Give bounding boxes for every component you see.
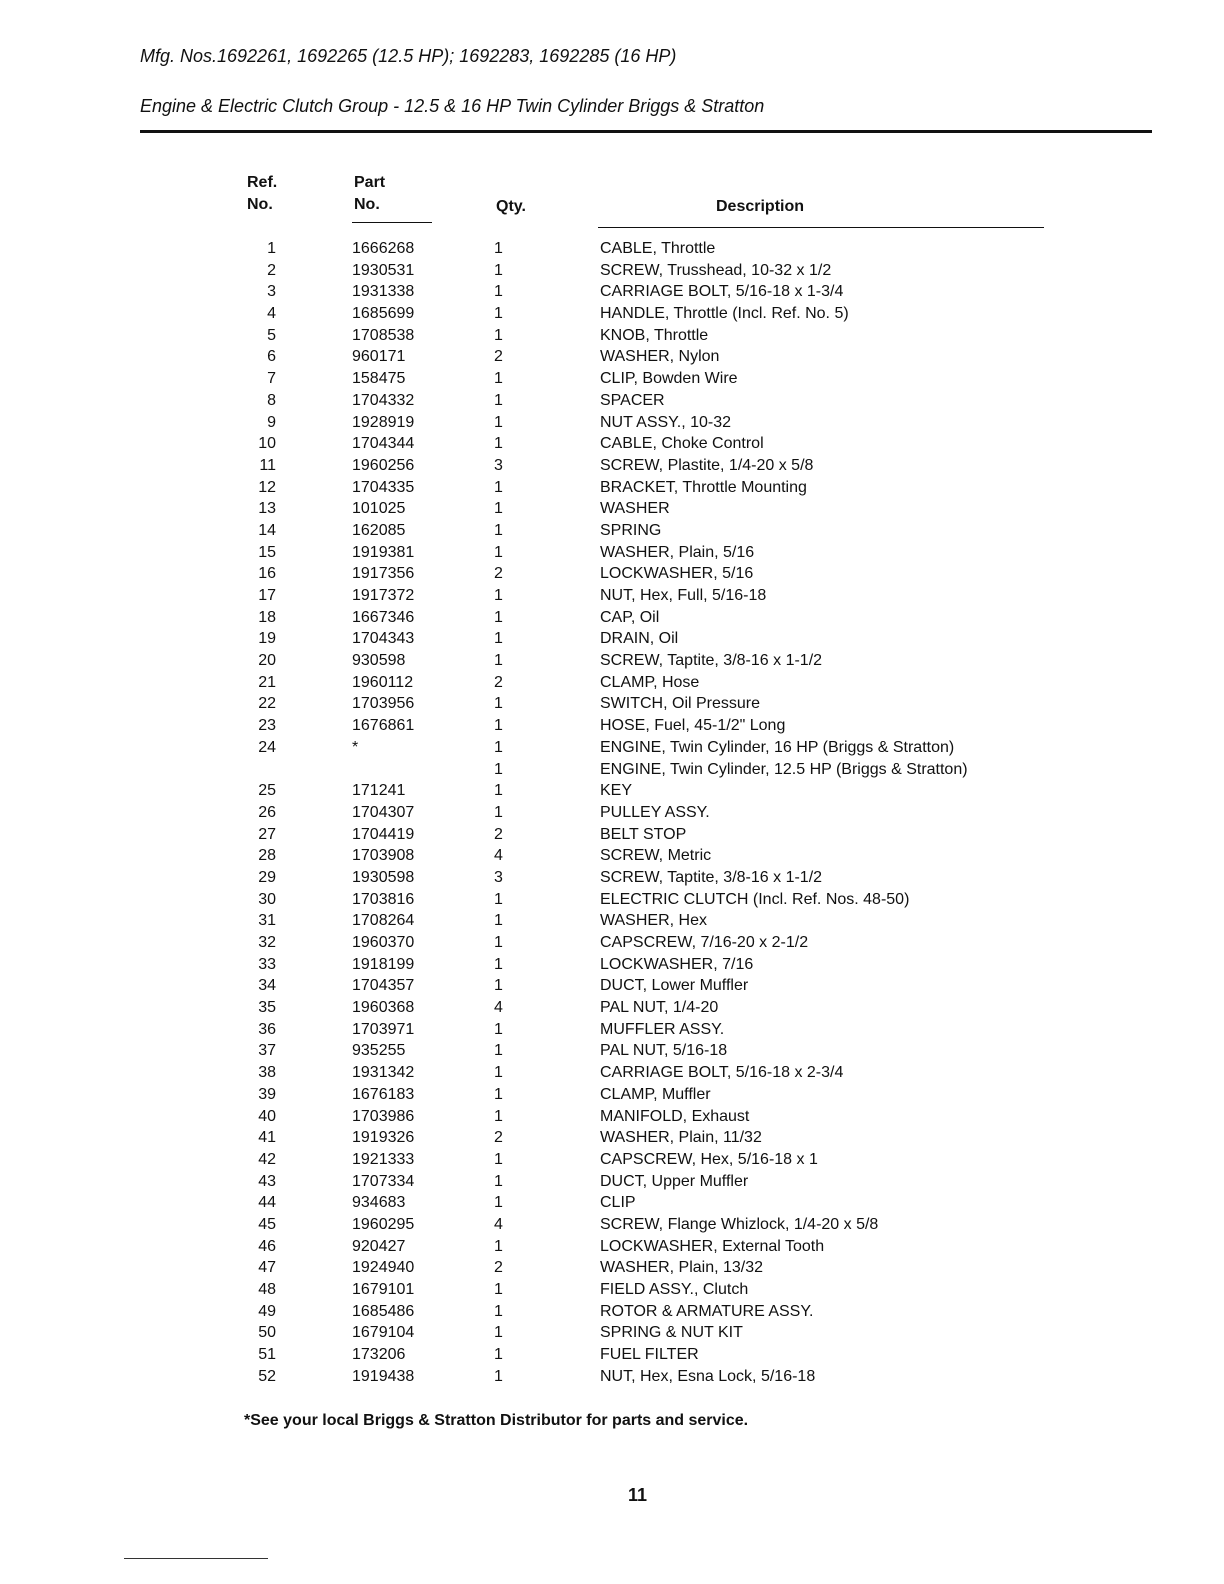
table-row (0, 585, 1224, 607)
qty-cell: 1 (494, 1172, 503, 1190)
description-cell: ENGINE, Twin Cylinder, 16 HP (Briggs & Stratton) (600, 738, 955, 756)
description-cell: WASHER, Plain, 13/32 (600, 1259, 764, 1277)
qty-cell: 1 (494, 1042, 503, 1060)
description-cell: SCREW, Flange Whizlock, 1/4-20 x 5/8 (600, 1215, 879, 1233)
part-number-cell: 1685699 (352, 305, 415, 323)
ref-cell: 50 (258, 1324, 276, 1342)
ref-cell: 2 (267, 261, 276, 279)
part-number-cell: 1703971 (352, 1020, 415, 1038)
qty-cell: 1 (494, 521, 503, 539)
qty-cell: 1 (494, 370, 503, 388)
description-cell: SCREW, Plastite, 1/4-20 x 5/8 (600, 456, 814, 474)
mfg-numbers-line: Mfg. Nos.1692261, 1692265 (12.5 HP); 1692283, 1692285 (16 HP) (140, 46, 677, 66)
description-cell: WASHER, Nylon (600, 348, 720, 366)
table-row (0, 368, 1224, 390)
ref-cell: 16 (258, 565, 276, 583)
part-number-cell: 1928919 (352, 413, 415, 431)
qty-cell: 3 (494, 456, 503, 474)
table-row (0, 1062, 1224, 1084)
part-number-cell: 173206 (352, 1346, 406, 1364)
part-number-cell: 930598 (352, 652, 406, 670)
qty-cell: 1 (494, 717, 503, 735)
ref-cell: 6 (267, 348, 276, 366)
qty-cell: 2 (494, 673, 503, 691)
description-cell: MUFFLER ASSY. (600, 1020, 725, 1038)
description-cell: BELT STOP (600, 825, 687, 843)
qty-cell: 1 (494, 413, 503, 431)
qty-cell: 1 (494, 1150, 503, 1168)
ref-cell: 3 (267, 283, 276, 301)
part-number-cell: 1707334 (352, 1172, 415, 1190)
qty-cell: 1 (494, 1020, 503, 1038)
ref-cell: 25 (258, 782, 276, 800)
ref-cell: 37 (258, 1042, 276, 1060)
ref-cell: 10 (258, 435, 276, 453)
part-number-cell: 1960370 (352, 934, 415, 951)
ref-cell: 20 (258, 652, 276, 670)
qty-cell: 1 (494, 1346, 503, 1364)
ref-cell: 18 (258, 608, 276, 626)
description-cell: LOCKWASHER, External Tooth (600, 1237, 825, 1255)
bottom-rule (124, 1558, 268, 1559)
table-row (0, 1344, 1224, 1366)
group-title: Engine & Electric Clutch Group - 12.5 & 16 HP Twin Cylinder Briggs & Stratton (140, 96, 765, 116)
description-cell: CAP, Oil (600, 608, 660, 626)
description-cell: NUT ASSY., 10-32 (600, 413, 732, 431)
table-row (0, 563, 1224, 585)
description-cell: SPACER (600, 391, 665, 409)
footnote: *See your local Briggs & Stratton Distributor for parts and service. (244, 1412, 749, 1429)
ref-cell: 9 (267, 413, 276, 431)
ref-cell: 8 (267, 391, 276, 409)
part-number-cell: 1704419 (352, 825, 415, 843)
qty-cell: 1 (494, 1367, 503, 1385)
column-header-description: Description (716, 198, 805, 215)
ref-cell: 13 (258, 500, 276, 518)
part-number-cell: 920427 (352, 1237, 406, 1255)
part-number-cell: 1703816 (352, 890, 415, 908)
part-number-cell: 1666268 (352, 240, 415, 257)
part-number-cell: 1704335 (352, 478, 415, 496)
ref-cell: 39 (258, 1085, 276, 1103)
part-number-cell: 1931338 (352, 283, 415, 301)
description-cell: SCREW, Metric (600, 847, 712, 865)
table-row (0, 1149, 1224, 1171)
description-cell: CLAMP, Hose (600, 673, 700, 691)
description-cell: KNOB, Throttle (600, 326, 709, 344)
qty-cell: 1 (494, 1324, 503, 1342)
part-number-cell: 1676183 (352, 1085, 415, 1103)
qty-cell: 1 (494, 890, 503, 908)
table-row (0, 390, 1224, 412)
ref-cell: 43 (258, 1172, 276, 1190)
part-number-cell: 1960295 (352, 1215, 415, 1233)
ref-cell: 11 (259, 456, 276, 474)
table-row (0, 1279, 1224, 1301)
qty-cell: 1 (494, 1237, 503, 1255)
part-number-cell: 1685486 (352, 1302, 415, 1320)
qty-cell: 4 (494, 1215, 503, 1233)
description-cell: SCREW, Taptite, 3/8-16 x 1-1/2 (600, 652, 823, 670)
table-row (0, 672, 1224, 694)
description-cell: KEY (600, 782, 633, 800)
qty-cell: 1 (494, 435, 503, 453)
qty-cell: 2 (494, 1129, 503, 1147)
qty-cell: 2 (494, 348, 503, 366)
description-cell: ROTOR & ARMATURE ASSY. (600, 1302, 814, 1320)
description-cell: MANIFOLD, Exhaust (600, 1107, 750, 1125)
qty-cell: 2 (494, 1259, 503, 1277)
table-row (0, 346, 1224, 368)
table-row (0, 1127, 1224, 1149)
ref-cell: 33 (258, 955, 276, 973)
table-row (0, 1106, 1224, 1128)
description-cell: PAL NUT, 1/4-20 (600, 999, 719, 1017)
table-row (0, 281, 1224, 303)
description-cell: PULLEY ASSY. (600, 803, 710, 821)
page-number: 11 (628, 1485, 648, 1505)
header-rule (140, 130, 1152, 133)
table-row (0, 802, 1224, 824)
qty-cell: 1 (494, 1281, 503, 1298)
ref-cell: 28 (258, 847, 276, 865)
part-number-cell: 1704357 (352, 977, 415, 995)
qty-cell: 4 (494, 999, 503, 1017)
table-row (0, 910, 1224, 932)
ref-cell: 47 (258, 1259, 276, 1277)
table-row (0, 238, 1224, 260)
column-header-part: Part No. (354, 174, 386, 213)
description-cell: PAL NUT, 5/16-18 (600, 1042, 728, 1060)
part-number-cell: 1924940 (352, 1259, 415, 1277)
part-number-cell: * (352, 738, 359, 756)
ref-cell: 46 (258, 1237, 276, 1255)
part-number-cell: 1917372 (352, 587, 415, 604)
ref-cell: 35 (258, 999, 276, 1017)
qty-cell: 1 (494, 1194, 503, 1212)
ref-cell: 14 (258, 521, 276, 539)
column-header-qty: Qty. (496, 198, 526, 215)
table-row (0, 520, 1224, 542)
part-number-cell: 1919438 (352, 1367, 415, 1385)
table-row (0, 715, 1224, 737)
part-column-rule (352, 222, 432, 223)
part-number-cell: 1679104 (352, 1324, 415, 1342)
part-number-cell: 934683 (352, 1194, 406, 1212)
ref-cell: 23 (258, 717, 276, 735)
description-cell: WASHER, Plain, 5/16 (600, 543, 755, 561)
ref-cell: 27 (258, 825, 276, 843)
qty-cell: 1 (494, 782, 503, 800)
table-row (0, 628, 1224, 650)
table-row (0, 824, 1224, 846)
qty-cell: 1 (494, 803, 503, 821)
ref-cell: 12 (258, 478, 276, 496)
part-number-cell: 1931342 (352, 1064, 415, 1082)
qty-cell: 2 (494, 565, 503, 583)
qty-cell: 1 (494, 608, 503, 626)
table-row (0, 455, 1224, 477)
qty-cell: 1 (494, 630, 503, 648)
description-cell: ELECTRIC CLUTCH (Incl. Ref. Nos. 48-50) (600, 890, 910, 908)
description-cell: SCREW, Trusshead, 10-32 x 1/2 (600, 261, 832, 279)
part-number-cell: 1917356 (352, 565, 415, 583)
description-cell: CARRIAGE BOLT, 5/16-18 x 1-3/4 (600, 283, 844, 301)
table-row (0, 412, 1224, 434)
qty-cell: 1 (494, 934, 503, 951)
table-row (0, 1019, 1224, 1041)
qty-cell: 1 (494, 912, 503, 930)
qty-cell: 1 (494, 760, 503, 778)
description-cell: HOSE, Fuel, 45-1/2" Long (600, 717, 786, 735)
part-number-cell: 101025 (352, 500, 406, 518)
description-cell: CLIP (600, 1194, 636, 1212)
description-cell: BRACKET, Throttle Mounting (600, 478, 807, 496)
qty-cell: 1 (494, 977, 503, 995)
qty-cell: 1 (494, 1085, 503, 1103)
ref-cell: 24 (258, 738, 276, 756)
table-row (0, 1040, 1224, 1062)
table-row (0, 433, 1224, 455)
description-cell: DUCT, Lower Muffler (600, 977, 749, 995)
table-row (0, 759, 1224, 781)
ref-cell: 1 (267, 240, 276, 257)
column-header-ref: Ref. No. (247, 174, 278, 213)
table-row (0, 542, 1224, 564)
qty-cell: 4 (494, 847, 503, 865)
part-number-cell: 1919326 (352, 1129, 415, 1147)
qty-cell: 1 (494, 261, 503, 279)
ref-cell: 48 (258, 1281, 276, 1298)
ref-cell: 29 (258, 868, 276, 886)
part-number-cell: 1921333 (352, 1150, 415, 1168)
ref-cell: 19 (258, 630, 276, 648)
table-row (0, 498, 1224, 520)
ref-cell: 7 (267, 370, 276, 388)
table-row (0, 1301, 1224, 1323)
description-cell: CAPSCREW, Hex, 5/16-18 x 1 (600, 1150, 818, 1168)
description-cell: FUEL FILTER (600, 1346, 699, 1364)
qty-cell: 1 (494, 587, 503, 604)
part-number-cell: 158475 (352, 370, 406, 388)
table-row (0, 975, 1224, 997)
part-number-cell: 1676861 (352, 717, 415, 735)
description-cell: DRAIN, Oil (600, 630, 679, 648)
description-cell: WASHER, Hex (600, 912, 707, 930)
ref-cell: 42 (258, 1150, 276, 1168)
description-cell: SPRING & NUT KIT (600, 1324, 743, 1342)
description-cell: DUCT, Upper Muffler (600, 1172, 749, 1190)
table-row (0, 1322, 1224, 1344)
part-number-cell: 1704343 (352, 630, 415, 648)
table-row (0, 1171, 1224, 1193)
part-number-cell: 171241 (352, 782, 406, 800)
description-cell: WASHER, Plain, 11/32 (600, 1129, 762, 1147)
qty-cell: 1 (494, 305, 503, 323)
ref-cell: 36 (258, 1020, 276, 1038)
table-row (0, 867, 1224, 889)
description-cell: CLIP, Bowden Wire (600, 370, 738, 388)
ref-cell: 52 (258, 1367, 276, 1385)
table-row (0, 325, 1224, 347)
ref-cell: 32 (258, 934, 276, 951)
ref-cell: 38 (258, 1064, 276, 1082)
part-number-cell: 1703986 (352, 1107, 415, 1125)
part-number-cell: 1703956 (352, 695, 415, 713)
description-cell: WASHER (600, 500, 670, 518)
qty-cell: 1 (494, 1064, 503, 1082)
qty-cell: 1 (494, 652, 503, 670)
part-number-cell: 1918199 (352, 955, 415, 973)
description-cell: CAPSCREW, 7/16-20 x 2-1/2 (600, 934, 809, 951)
table-row (0, 780, 1224, 802)
part-number-cell: 960171 (352, 348, 406, 366)
table-row (0, 737, 1224, 759)
table-row (0, 650, 1224, 672)
part-number-cell: 1667346 (352, 608, 415, 626)
ref-cell: 41 (258, 1129, 276, 1147)
ref-cell: 49 (258, 1302, 276, 1320)
table-row (0, 693, 1224, 715)
table-row (0, 260, 1224, 282)
qty-cell: 2 (494, 825, 503, 843)
part-number-cell: 1960256 (352, 456, 415, 474)
qty-cell: 1 (494, 478, 503, 496)
description-cell: LOCKWASHER, 7/16 (600, 955, 754, 973)
description-column-rule (598, 227, 1044, 228)
ref-cell: 15 (258, 543, 276, 561)
qty-cell: 1 (494, 1107, 503, 1125)
part-number-cell: 1708264 (352, 912, 415, 930)
qty-cell: 1 (494, 738, 503, 756)
table-row (0, 845, 1224, 867)
description-cell: NUT, Hex, Full, 5/16-18 (600, 587, 767, 604)
qty-cell: 1 (494, 500, 503, 518)
table-row (0, 1257, 1224, 1279)
part-number-cell: 1704307 (352, 803, 415, 821)
ref-cell: 5 (267, 326, 276, 344)
ref-cell: 44 (258, 1194, 276, 1212)
part-number-cell: 1704344 (352, 435, 415, 453)
table-row (0, 1084, 1224, 1106)
ref-cell: 4 (267, 305, 276, 323)
ref-cell: 22 (258, 695, 276, 713)
qty-cell: 1 (494, 695, 503, 713)
description-cell: SCREW, Taptite, 3/8-16 x 1-1/2 (600, 868, 823, 886)
table-row (0, 477, 1224, 499)
part-number-cell: 935255 (352, 1042, 406, 1060)
description-cell: SWITCH, Oil Pressure (600, 695, 761, 713)
qty-cell: 1 (494, 543, 503, 561)
ref-cell: 34 (258, 977, 276, 995)
table-row (0, 607, 1224, 629)
ref-cell: 51 (258, 1346, 276, 1364)
description-cell: FIELD ASSY., Clutch (600, 1281, 749, 1298)
table-row (0, 1236, 1224, 1258)
part-number-cell: 1930531 (352, 261, 415, 279)
description-cell: NUT, Hex, Esna Lock, 5/16-18 (600, 1367, 816, 1385)
description-cell: CABLE, Throttle (600, 240, 716, 257)
part-number-cell: 1960112 (352, 673, 414, 691)
table-row (0, 1192, 1224, 1214)
qty-cell: 1 (494, 955, 503, 973)
table-row (0, 303, 1224, 325)
description-cell: CLAMP, Muffler (600, 1085, 711, 1103)
table-row (0, 932, 1224, 954)
part-number-cell: 1703908 (352, 847, 415, 865)
qty-cell: 1 (494, 240, 503, 257)
part-number-cell: 1708538 (352, 326, 415, 344)
qty-cell: 1 (494, 283, 503, 301)
ref-cell: 30 (258, 890, 276, 908)
part-number-cell: 1930598 (352, 868, 415, 886)
part-number-cell: 162085 (352, 521, 406, 539)
description-cell: CARRIAGE BOLT, 5/16-18 x 2-3/4 (600, 1064, 844, 1082)
description-cell: LOCKWASHER, 5/16 (600, 565, 754, 583)
description-cell: CABLE, Choke Control (600, 435, 764, 453)
ref-cell: 31 (258, 912, 276, 930)
table-row (0, 954, 1224, 976)
description-cell: SPRING (600, 521, 662, 539)
ref-cell: 45 (258, 1215, 276, 1233)
table-row (0, 997, 1224, 1019)
ref-cell: 26 (258, 803, 276, 821)
description-cell: HANDLE, Throttle (Incl. Ref. No. 5) (600, 305, 849, 323)
table-row (0, 889, 1224, 911)
description-cell: ENGINE, Twin Cylinder, 12.5 HP (Briggs & Stratton) (600, 760, 968, 778)
ref-cell: 17 (258, 587, 276, 604)
part-number-cell: 1704332 (352, 391, 415, 409)
qty-cell: 1 (494, 1302, 503, 1320)
table-row (0, 1214, 1224, 1236)
part-number-cell: 1919381 (352, 543, 415, 561)
qty-cell: 1 (494, 391, 503, 409)
qty-cell: 1 (494, 326, 503, 344)
part-number-cell: 1960368 (352, 999, 415, 1017)
parts-table (0, 238, 1224, 1387)
table-row (0, 1366, 1224, 1388)
qty-cell: 3 (494, 868, 503, 886)
ref-cell: 40 (258, 1107, 276, 1125)
part-number-cell: 1679101 (352, 1281, 415, 1298)
ref-cell: 21 (258, 673, 276, 691)
